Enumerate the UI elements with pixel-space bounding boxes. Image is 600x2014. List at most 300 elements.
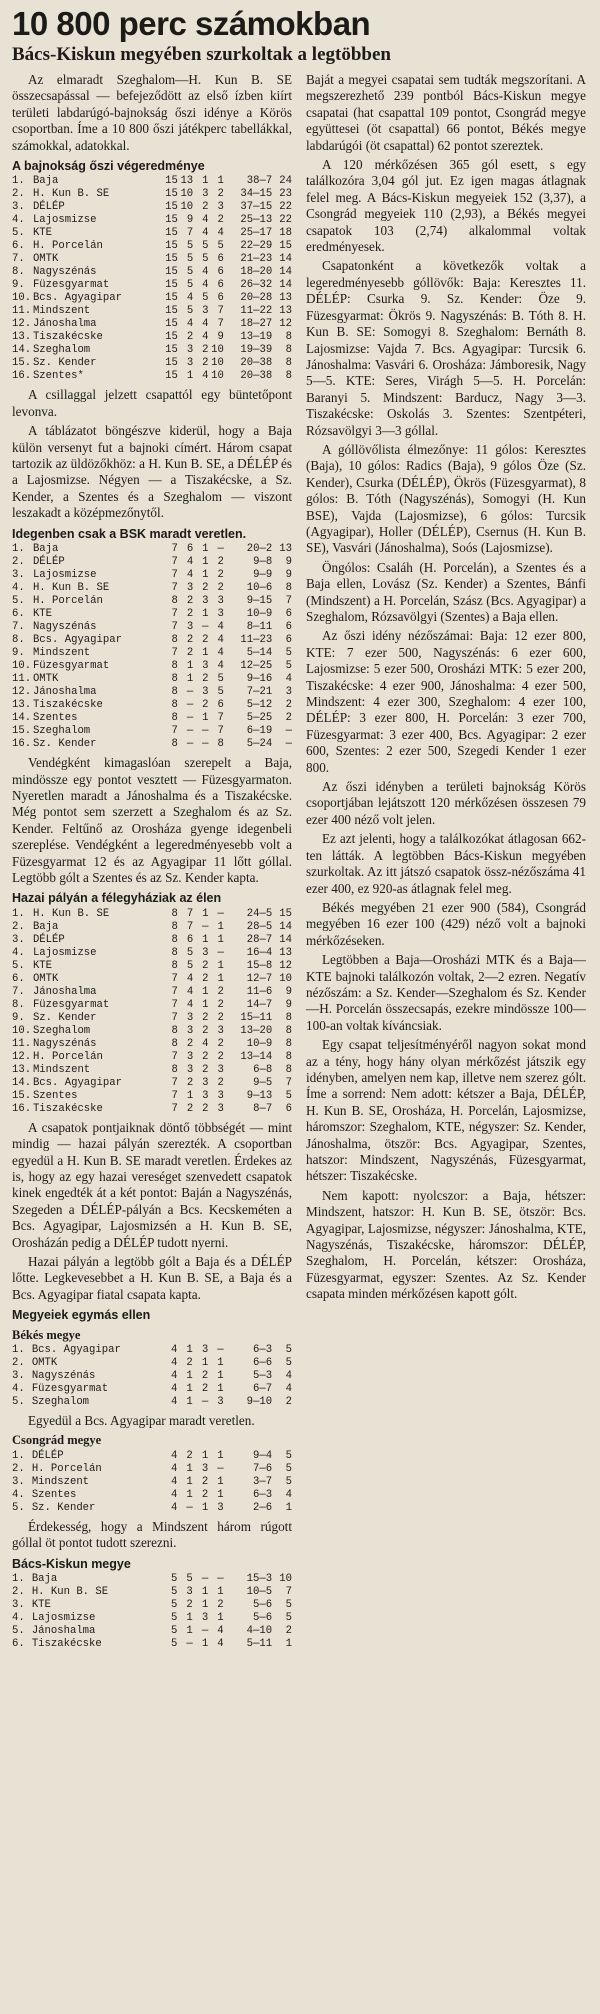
rank-cell: 15. bbox=[12, 357, 32, 370]
drawn-cell: 5 bbox=[202, 253, 209, 266]
won-cell: 4 bbox=[186, 556, 194, 569]
goals-cell: 21—23 bbox=[240, 253, 273, 266]
paragraph: Egy csapat teljesítményéről nagyon sokat mond az a tény, hogy hány olyan mérkőzést játszik egy idényben, amelyen nem kap, illetve nem szerez gólt. Íme a sorrend: Nem adott: kétszer a Baja, DÉLÉP, H. Kun B. SE, Orosháza, H. Porcelán, Lajosmizse, háromszor: Szeghalom, KTE, négyszer: Sz. Kender, Jánoshalma, ötször: Bcs. Agyagipar, Szentes, hatszor: Mindszent, Nagyszénás, Füzesgyarmat, hétszer: Tiszakécske. bbox=[306, 1037, 586, 1184]
table-row bbox=[12, 712, 292, 725]
goals-cell: 24—5 bbox=[246, 907, 273, 920]
lost-cell: — bbox=[217, 1344, 224, 1357]
points-cell: 8 bbox=[285, 1037, 292, 1050]
played-cell: 8 bbox=[171, 686, 178, 699]
lost-cell: 5 bbox=[217, 686, 224, 699]
team-cell: Lajosmizse bbox=[32, 569, 97, 582]
drawn-cell: — bbox=[201, 1625, 209, 1638]
table-row bbox=[12, 1638, 292, 1651]
paragraph: Egyedül a Bcs. Agyagipar maradt veretlen. bbox=[28, 1413, 255, 1429]
lost-cell: 9 bbox=[217, 331, 224, 344]
points-cell: 13 bbox=[279, 946, 292, 959]
team-cell: Lajosmizse bbox=[31, 1612, 96, 1625]
goals-cell: 5—11 bbox=[246, 1638, 273, 1651]
bacs-kiskun-table bbox=[12, 1573, 292, 1651]
played-cell: 5 bbox=[170, 1573, 178, 1586]
rank-cell: 9. bbox=[12, 279, 25, 292]
drawn-cell: — bbox=[201, 1396, 209, 1409]
points-cell: 8 bbox=[285, 331, 292, 344]
played-cell: 15 bbox=[165, 188, 178, 201]
table-row bbox=[12, 1077, 292, 1090]
rank-cell: 15. bbox=[12, 1089, 32, 1102]
lost-cell: 3 bbox=[217, 608, 224, 621]
played-cell: 7 bbox=[171, 647, 178, 660]
rank-cell: 6. bbox=[12, 1638, 25, 1651]
drawn-cell: 2 bbox=[202, 201, 209, 214]
goals-cell: 15—3 bbox=[246, 1573, 273, 1586]
drawn-cell: 1 bbox=[201, 1586, 209, 1599]
drawn-cell: 3 bbox=[202, 595, 209, 608]
lost-cell: 1 bbox=[217, 1475, 224, 1488]
goals-cell: 13—20 bbox=[240, 1024, 273, 1037]
rank-cell: 5. bbox=[12, 227, 25, 240]
table-row bbox=[12, 1383, 292, 1396]
won-cell: 1 bbox=[186, 1370, 193, 1383]
lost-cell: 1 bbox=[217, 1357, 224, 1370]
goals-cell: 5—14 bbox=[246, 647, 273, 660]
points-cell: 5 bbox=[285, 1089, 292, 1102]
points-cell: 6 bbox=[285, 608, 292, 621]
lost-cell: 10 bbox=[211, 344, 224, 357]
points-cell: 1 bbox=[285, 1638, 292, 1651]
won-cell: 4 bbox=[186, 569, 194, 582]
won-cell: 1 bbox=[186, 1462, 193, 1475]
lost-cell: 3 bbox=[217, 201, 224, 214]
rank-cell: 11. bbox=[12, 305, 32, 318]
table-row bbox=[12, 960, 292, 973]
table-row bbox=[12, 1012, 292, 1025]
points-cell: 14 bbox=[279, 253, 292, 266]
drawn-cell: 1 bbox=[202, 998, 209, 1011]
table-row bbox=[12, 595, 292, 608]
table-title: Hazai pályán a félegyháziak az élen bbox=[12, 891, 222, 906]
points-cell: 8 bbox=[285, 1050, 292, 1063]
goals-cell: 9—9 bbox=[253, 569, 273, 582]
team-cell: H. Kun B. SE bbox=[31, 1586, 109, 1599]
paragraph: Ez azt jelenti, hogy a találkozókat átlagosan 662-ten látták. A legtöbben Bács-Kiskun megyében szurkoltak. Az itt játszó csapatok össz-nézőszáma 41 ezer 400, ez 920-as átlagnak felel meg. bbox=[306, 831, 586, 896]
played-cell: 8 bbox=[171, 1063, 178, 1076]
goals-cell: 2—6 bbox=[253, 1501, 273, 1514]
table-row bbox=[12, 1051, 292, 1064]
points-cell: 4 bbox=[285, 1370, 292, 1383]
points-cell: 5 bbox=[285, 1449, 292, 1462]
paragraph: Öngólos: Csaláh (H. Porcelán), a Szentes és a Baja ellen, Lovász (Sz. Kender) a Szentes, Bánfi (Mindszent) a H. Porcelán, Szász (Bcs. Agyagipar) a Szeghalom, Rózsavölgyi (Szentes) a Baja ellen. bbox=[306, 559, 586, 624]
lost-cell: 4 bbox=[217, 660, 224, 673]
points-cell: 5 bbox=[285, 647, 292, 660]
played-cell: 8 bbox=[171, 660, 178, 673]
table-row bbox=[12, 279, 292, 292]
lost-cell: 3 bbox=[217, 1063, 224, 1076]
played-cell: 5 bbox=[170, 1638, 178, 1651]
goals-cell: 5—6 bbox=[253, 1599, 273, 1612]
intro-paragraph: Az elmaradt Szeghalom—H. Kun B. SE összecsapással — befejeződött az első ízben kiírt területi labdarúgó-bajnokság őszi idénye a Körös csoportban. Íme a 10 800 őszi játékperc tabellákkal, számokkal, adatokkal. bbox=[12, 72, 292, 153]
team-cell: H. Porcelán bbox=[32, 1050, 103, 1063]
drawn-cell: 4 bbox=[202, 331, 209, 344]
team-cell: DÉLÉP bbox=[32, 933, 65, 946]
paragraph: Csapatonként a következők voltak a legeredményesebb góllövők: Baja: Keresztes 11. DÉLÉP: Csurka 9. Sz. Kender: Öze 9. Füzesgyarmat: Ökrös 9. Nagyszénás: B. Tóth 8. H. Kun B. SE: Somogyi 8. Szeghalom: Bernáth 8. Lajosmizse: Vajda 7. Bcs. Agyagipar: Turcsik 6. Jánoshalma: Vasvári 6. Orosháza: Jámboresik, Nagy 5—5. KTE: Seres, Virágh 5—5. H. Porcelán: Baranyi 5. Mindszent: Barducz, Nagy 3—3. Tiszakécske: Oskolás 3. Szentes: Szentpéteri, Rózsavölgyi 3—3 góllal. bbox=[306, 258, 586, 438]
played-cell: 15 bbox=[165, 175, 178, 188]
subheadline: Bács-Kiskun megyében szurkoltak a legtöbben bbox=[12, 44, 391, 65]
lost-cell: — bbox=[217, 1573, 224, 1586]
rank-cell: 2. bbox=[12, 1357, 25, 1370]
goals-cell: 20—38 bbox=[240, 370, 273, 383]
goals-cell: 5—25 bbox=[246, 712, 273, 725]
won-cell: 3 bbox=[186, 1050, 194, 1063]
lost-cell: 1 bbox=[217, 1370, 224, 1383]
table-row bbox=[12, 699, 292, 712]
team-cell: Füzesgyarmat bbox=[31, 1383, 109, 1396]
lost-cell: 3 bbox=[217, 595, 224, 608]
table-row bbox=[12, 738, 292, 751]
lost-cell: — bbox=[217, 907, 224, 920]
lost-cell: — bbox=[217, 946, 224, 959]
lost-cell: 2 bbox=[217, 582, 224, 595]
played-cell: 4 bbox=[170, 1501, 178, 1514]
rank-cell: 4. bbox=[12, 1383, 25, 1396]
played-cell: 15 bbox=[165, 318, 178, 331]
points-cell: 10 bbox=[279, 972, 292, 985]
team-cell: Mindszent bbox=[32, 1063, 91, 1076]
points-cell: 4 bbox=[285, 1383, 292, 1396]
played-cell: 15 bbox=[165, 266, 178, 279]
goals-cell: 11—22 bbox=[240, 305, 273, 318]
won-cell: 2 bbox=[186, 1357, 193, 1370]
points-cell: 5 bbox=[285, 1462, 292, 1475]
drawn-cell: 1 bbox=[202, 569, 209, 582]
points-cell: 8 bbox=[285, 582, 292, 595]
rank-cell: 14. bbox=[12, 344, 32, 357]
rank-cell: 10. bbox=[12, 292, 32, 305]
won-cell: 3 bbox=[186, 1024, 194, 1037]
lost-cell: 2 bbox=[217, 1076, 224, 1089]
points-cell: 15 bbox=[279, 907, 292, 920]
team-cell: Jánoshalma bbox=[31, 1625, 96, 1638]
won-cell: 1 bbox=[186, 1488, 193, 1501]
team-cell: OMTK bbox=[31, 1357, 58, 1370]
played-cell: 8 bbox=[171, 1037, 178, 1050]
paragraph: A csillaggal jelzett csapattól egy büntetőpont levonva. bbox=[12, 387, 292, 419]
drawn-cell: 4 bbox=[202, 214, 209, 227]
team-cell: Bcs. Agyagipar bbox=[31, 1344, 121, 1357]
rank-cell: 4. bbox=[12, 582, 25, 595]
rank-cell: 10. bbox=[12, 1024, 32, 1037]
lost-cell: 2 bbox=[217, 1050, 224, 1063]
won-cell: — bbox=[186, 712, 194, 725]
points-cell: 9 bbox=[285, 569, 292, 582]
goals-cell: 12—7 bbox=[246, 972, 273, 985]
points-cell: 12 bbox=[279, 318, 292, 331]
goals-cell: 12—25 bbox=[240, 660, 273, 673]
drawn-cell: 2 bbox=[202, 582, 209, 595]
points-cell: 14 bbox=[279, 920, 292, 933]
table-row bbox=[12, 634, 292, 647]
rank-cell: 4. bbox=[12, 1488, 25, 1501]
points-cell: 9 bbox=[285, 998, 292, 1011]
table-row bbox=[12, 1357, 292, 1370]
rank-cell: 7. bbox=[12, 253, 25, 266]
drawn-cell: 2 bbox=[202, 357, 209, 370]
played-cell: 8 bbox=[171, 959, 178, 972]
won-cell: — bbox=[186, 686, 194, 699]
played-cell: 15 bbox=[165, 240, 178, 253]
table-row bbox=[12, 947, 292, 960]
team-cell: DÉLÉP bbox=[31, 1449, 64, 1462]
won-cell: 5 bbox=[186, 240, 194, 253]
rank-cell: 8. bbox=[12, 998, 25, 1011]
table-row bbox=[12, 1625, 292, 1638]
drawn-cell: 2 bbox=[202, 1011, 209, 1024]
paragraph: A góllövőlista élmezőnye: 11 gólos: Keresztes (Baja), 10 gólos: Radics (Baja), 9 gólos Öze (Sz. Kender), Csurka (DÉLÉP), Ökrös (Füzesgyarmat), 8 gólos: B. Tóth (Nagyszénás), Somogyi (H. Kun BSE), Vajda (Lajosmizse), 6 gólos: Turcsik (Agyagipar), Holler (DÉLÉP), Csernus (H. Kun B. SE), Vasvári (Jánoshalma), Soós (Lajosmizse). bbox=[306, 441, 586, 556]
rank-cell: 10. bbox=[12, 660, 32, 673]
lost-cell: 1 bbox=[217, 1612, 224, 1625]
drawn-cell: 1 bbox=[202, 608, 209, 621]
points-cell: 5 bbox=[285, 1612, 292, 1625]
points-cell: 2 bbox=[285, 699, 292, 712]
drawn-cell: 4 bbox=[202, 1037, 209, 1050]
points-cell: 2 bbox=[285, 1625, 292, 1638]
lost-cell: 2 bbox=[217, 556, 224, 569]
rank-cell: 2. bbox=[12, 1462, 25, 1475]
team-cell: Jánoshalma bbox=[32, 985, 97, 998]
points-cell: 18 bbox=[279, 227, 292, 240]
paragraph: Baját a megyei csapatai sem tudták megszorítani. A megszerezhető 239 pontból Bács-Kiskun megye csapatai (hat csapattal 109 pontot, Csongrád megye együttesei (öt csapattal) 66 pontot, Békés megye labdarúgói (öt csapattal) 62 pontot szereztek. bbox=[306, 72, 586, 153]
drawn-cell: 1 bbox=[202, 175, 209, 188]
table-row bbox=[12, 999, 292, 1012]
goals-cell: 13—14 bbox=[240, 1050, 273, 1063]
rank-cell: 4. bbox=[12, 214, 25, 227]
rank-cell: 6. bbox=[12, 608, 25, 621]
drawn-cell: — bbox=[202, 920, 209, 933]
table-row bbox=[12, 1344, 292, 1357]
played-cell: 7 bbox=[171, 998, 178, 1011]
points-cell: 23 bbox=[279, 188, 292, 201]
table-row bbox=[12, 1370, 292, 1383]
goals-cell: 15—11 bbox=[240, 1011, 273, 1024]
played-cell: 7 bbox=[171, 972, 178, 985]
rank-cell: 8. bbox=[12, 266, 25, 279]
played-cell: 4 bbox=[170, 1370, 178, 1383]
team-cell: KTE bbox=[32, 608, 53, 621]
goals-cell: 6—7 bbox=[253, 1383, 273, 1396]
article-columns bbox=[12, 72, 588, 1655]
won-cell: 2 bbox=[186, 1076, 194, 1089]
goals-cell: 25—17 bbox=[240, 227, 273, 240]
table-row bbox=[12, 214, 292, 227]
county-subtitle: Békés megye bbox=[12, 1327, 81, 1342]
team-cell: OMTK bbox=[32, 673, 59, 686]
drawn-cell: — bbox=[202, 621, 209, 634]
rank-cell: 3. bbox=[12, 1370, 25, 1383]
team-cell: Mindszent bbox=[31, 1475, 90, 1488]
won-cell: 3 bbox=[186, 621, 194, 634]
won-cell: 4 bbox=[186, 998, 194, 1011]
lost-cell: 4 bbox=[217, 634, 224, 647]
county-subtitle: Csongrád megye bbox=[12, 1433, 102, 1448]
played-cell: 7 bbox=[171, 1050, 178, 1063]
lost-cell: 7 bbox=[217, 305, 224, 318]
team-cell: H. Porcelán bbox=[32, 595, 103, 608]
drawn-cell: 3 bbox=[201, 1612, 209, 1625]
table-row bbox=[12, 331, 292, 344]
lost-cell: 1 bbox=[217, 1488, 224, 1501]
lost-cell: 4 bbox=[217, 227, 224, 240]
team-cell: Tiszakécske bbox=[32, 699, 103, 712]
won-cell: 7 bbox=[186, 907, 194, 920]
team-cell: Jánoshalma bbox=[32, 686, 97, 699]
lost-cell: 6 bbox=[217, 279, 224, 292]
rank-cell: 13. bbox=[12, 331, 32, 344]
table-row bbox=[12, 660, 292, 673]
lost-cell: 1 bbox=[217, 972, 224, 985]
team-cell: Nagyszénás bbox=[32, 1037, 97, 1050]
table-row bbox=[12, 569, 292, 582]
table-row bbox=[12, 175, 292, 188]
team-cell: Tiszakécske bbox=[32, 1102, 103, 1115]
goals-cell: 7—6 bbox=[253, 1462, 273, 1475]
drawn-cell: 1 bbox=[202, 556, 209, 569]
won-cell: 5 bbox=[186, 305, 194, 318]
goals-cell: 8—11 bbox=[246, 621, 273, 634]
rank-cell: 5. bbox=[12, 595, 25, 608]
points-cell: 8 bbox=[285, 1011, 292, 1024]
goals-cell: 38—7 bbox=[246, 175, 273, 188]
team-cell: Baja bbox=[32, 175, 59, 188]
table-row bbox=[12, 1038, 292, 1051]
lost-cell: 2 bbox=[217, 188, 224, 201]
rank-cell: 3. bbox=[12, 933, 25, 946]
rank-cell: 1. bbox=[12, 907, 25, 920]
table-row bbox=[12, 1476, 292, 1489]
won-cell: 13 bbox=[180, 175, 194, 188]
played-cell: 7 bbox=[171, 621, 178, 634]
won-cell: 9 bbox=[186, 214, 194, 227]
lost-cell: 1 bbox=[217, 933, 224, 946]
team-cell: Szeghalom bbox=[32, 725, 91, 738]
paragraph: Érdekesség, hogy a Mindszent három rúgott góllal öt pontot tudott szerezni. bbox=[12, 1518, 292, 1551]
table-row bbox=[12, 305, 292, 318]
drawn-cell: 2 bbox=[202, 673, 209, 686]
paragraph: Nem kapott: nyolcszor: a Baja, hétszer: Mindszent, hatszor: H. Kun B. SE, ötször: Bcs. Agyagipar, Lajosmizse, négyszer: Jánoshalma, KTE, Nagyszénás, Tiszakécske, háromszor: DÉLÉP, Szeghalom, H. Porcelán, kétszer: Orosháza, Füzesgyarmat, egyszer: Szentes. Az Sz. Kender csapata minden mérkőzésen kapott gólt. bbox=[306, 1187, 586, 1302]
rank-cell: 11. bbox=[12, 673, 32, 686]
points-cell: 4 bbox=[285, 673, 292, 686]
points-cell: 13 bbox=[279, 292, 292, 305]
paragraph: Legtöbben a Baja—Orosházi MTK és a Baja—KTE bajnoki találkozón voltak, 2—2 ezren. Negatív nézőszám: a Sz. Kender—Szeghalom és Sz. Kender—H. Porcelán összecsapás, ezekre mindössze 100—100-an voltak kíváncsiak. bbox=[306, 952, 586, 1033]
played-cell: 7 bbox=[171, 1011, 178, 1024]
rank-cell: 11. bbox=[12, 1037, 32, 1050]
points-cell: 22 bbox=[279, 201, 292, 214]
team-cell: H. Porcelán bbox=[32, 240, 103, 253]
goals-cell: 11—23 bbox=[240, 634, 273, 647]
played-cell: 7 bbox=[171, 556, 178, 569]
goals-cell: 37—15 bbox=[240, 201, 273, 214]
won-cell: 1 bbox=[186, 660, 194, 673]
table-row bbox=[12, 344, 292, 357]
points-cell: — bbox=[285, 738, 292, 751]
played-cell: 4 bbox=[170, 1344, 178, 1357]
table-row bbox=[12, 1612, 292, 1625]
team-cell: Baja bbox=[31, 1573, 58, 1586]
team-cell: DÉLÉP bbox=[32, 556, 65, 569]
drawn-cell: 3 bbox=[202, 1089, 209, 1102]
lost-cell: 10 bbox=[211, 357, 224, 370]
rank-cell: 6. bbox=[12, 240, 25, 253]
rank-cell: 7. bbox=[12, 985, 25, 998]
won-cell: — bbox=[186, 1638, 193, 1651]
won-cell: 5 bbox=[186, 253, 194, 266]
drawn-cell: 1 bbox=[201, 1599, 209, 1612]
goals-cell: 6—19 bbox=[246, 725, 273, 738]
lost-cell: 7 bbox=[217, 725, 224, 738]
played-cell: 8 bbox=[171, 907, 178, 920]
won-cell: 7 bbox=[186, 920, 194, 933]
won-cell: 7 bbox=[186, 227, 194, 240]
points-cell: 14 bbox=[279, 279, 292, 292]
lost-cell: 3 bbox=[217, 1089, 224, 1102]
bekes-table bbox=[12, 1344, 292, 1409]
lost-cell: 4 bbox=[217, 1638, 224, 1651]
rank-cell: 14. bbox=[12, 1076, 32, 1089]
table-row bbox=[12, 292, 292, 305]
played-cell: 7 bbox=[171, 608, 178, 621]
table-row bbox=[12, 227, 292, 240]
won-cell: — bbox=[186, 738, 194, 751]
drawn-cell: 2 bbox=[202, 699, 209, 712]
table-row bbox=[12, 1573, 292, 1586]
paragraph: Békés megyében 21 ezer 900 (584), Csongrád megyében 16 ezer 100 (429) néző volt a bajnoki mérkőzéseken. bbox=[306, 899, 586, 948]
paragraph: Az őszi idényben a területi bajnokság Körös csoportjában lejátszott 120 mérkőzésen összesen 79 ezer 400 néző volt jelen. bbox=[306, 779, 586, 827]
played-cell: 5 bbox=[170, 1586, 178, 1599]
table-row bbox=[12, 1396, 292, 1409]
goals-cell: 8—7 bbox=[253, 1102, 273, 1115]
played-cell: 7 bbox=[171, 1089, 178, 1102]
played-cell: 7 bbox=[171, 1076, 178, 1089]
played-cell: 7 bbox=[171, 985, 178, 998]
played-cell: 8 bbox=[171, 673, 178, 686]
goals-cell: 25—13 bbox=[240, 214, 273, 227]
table-row bbox=[12, 725, 292, 738]
table-row bbox=[12, 370, 292, 383]
team-cell: Bcs. Agyagipar bbox=[32, 634, 122, 647]
lost-cell: 3 bbox=[217, 1024, 224, 1037]
team-cell: Baja bbox=[32, 920, 59, 933]
paragraph: Hazai pályán a legtöbb gólt a Baja és a DÉLÉP lőtte. Legkevesebbet a H. Kun B. SE, a Baja és a Bcs. Agyagipar fiatal csapata kapta. bbox=[12, 1254, 292, 1302]
table-row bbox=[12, 1090, 292, 1103]
team-cell: H. Kun B. SE bbox=[32, 582, 110, 595]
goals-cell: 22—29 bbox=[240, 240, 273, 253]
points-cell: 7 bbox=[285, 1076, 292, 1089]
csongrad-table bbox=[12, 1450, 292, 1515]
table-row bbox=[12, 973, 292, 986]
played-cell: 15 bbox=[165, 292, 178, 305]
drawn-cell: 2 bbox=[201, 1370, 209, 1383]
played-cell: 15 bbox=[165, 253, 178, 266]
played-cell: 8 bbox=[171, 699, 178, 712]
played-cell: 8 bbox=[171, 634, 178, 647]
team-cell: H. Porcelán bbox=[31, 1462, 102, 1475]
won-cell: 2 bbox=[186, 1037, 194, 1050]
points-cell: 3 bbox=[285, 686, 292, 699]
points-cell: 2 bbox=[285, 1396, 292, 1409]
rank-cell: 2. bbox=[12, 188, 25, 201]
team-cell: Lajosmizse bbox=[32, 214, 97, 227]
won-cell: 1 bbox=[186, 1475, 193, 1488]
won-cell: 4 bbox=[186, 318, 194, 331]
won-cell: 4 bbox=[186, 292, 194, 305]
